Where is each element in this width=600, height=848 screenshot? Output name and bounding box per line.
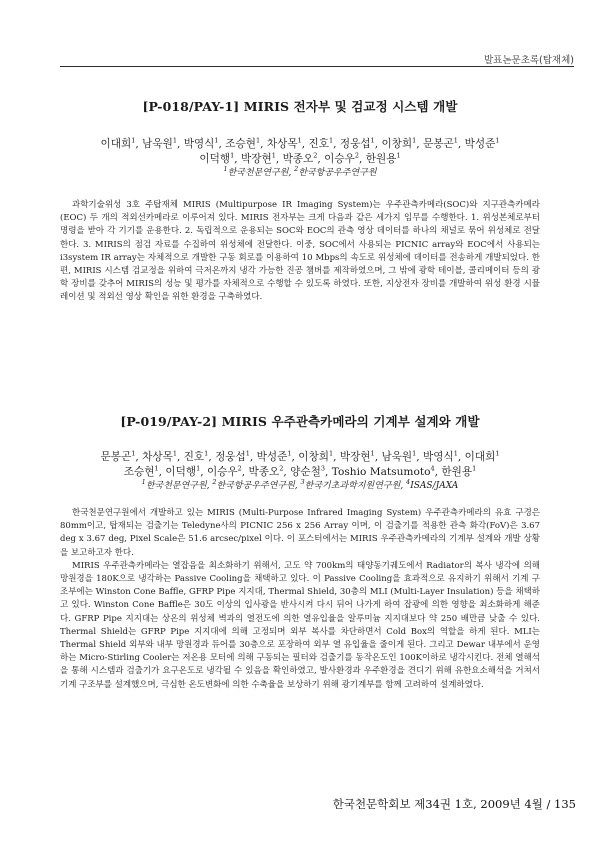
author-name: 문봉곤 [100, 451, 132, 463]
author-affiliation-marker: 1 [172, 449, 177, 458]
author-list [60, 450, 540, 493]
author-name: 이대희 [464, 451, 496, 463]
author-name: 박장현 [339, 451, 371, 463]
author-name: 진호 [183, 451, 205, 463]
abstract-title: [P-019/PAY-2] MIRIS 우주관측카메라의 기계부 설계와 개발 [120, 414, 480, 429]
author-affiliation-marker: 1 [214, 136, 219, 145]
abstract-body [60, 199, 540, 305]
author-affiliation-marker: 1 [297, 136, 302, 145]
author-name: Toshio Matsumoto [331, 466, 431, 478]
author-affiliation-marker: 1 [412, 449, 417, 458]
abstract-paragraph: MIRIS 우주관측카메라는 열잡음을 최소화하기 위해서, 고도 약 700km의 태양동기궤도에서 Radiator의 복사 냉각에 의해 망원경을 180K으로 냉각하는 Passive Cooling을 채택하고 있다. 이 Passive Cooling을 효과적으로 유지하기 위해서 기계 구조부에는 Winston Cone Baffle, GFRP Pipe 지지대, Thermal Shield, 30층의 MLI (Multi-Layer Insulation) 등을 채택하고 있다. Winston Cone Baffle은 30도 이상의 입사광을 반사시켜 다시 뒤어 나가게 하여 잡광에 의한 영향을 최소화하게 해준다. GFRP Pipe 지지대는 상온의 위성체 벽과의 열전도에 의한 열유입율을 알루미늄 지지대보다 약 250 배만큼 낮출 수 있다. Thermal Shield는 GFRP Pipe 지지대에 의해 고정되며 외부 복사를 차단하면서 Cold Box의 역할을 하게 된다. MLI는 Thermal Shield 외부와 내부 망원경과 듀어를 30층으로 포장하여 외부 열 유입율을 줄이게 된다. 그리고 Dewar 내부에서 운영하는 Micro-Stirling Cooler는 저온용 모터에 의해 구동되는 필터와 검출기를 동작온도인 100K이하로 냉각시킨다. 전체 열해석을 통해 시스템과 검출기가 요구온도로 냉각될 수 있음을 확인하였고, 발사환경과 우주환경을 견디기 위해 유한요소해석을 거쳐서 기계 구조부를 설계했으며, 극심한 온도변화에 의한 수축율을 보상하기 위해 광기계부를 함께 고려하여 설계하였다. [60, 560, 540, 690]
author-name: 정웅섭 [215, 451, 246, 463]
author-affiliation-marker: 2 [354, 151, 360, 160]
author-affiliation-marker: 1 [370, 136, 375, 145]
page-footer: 한국천문학회보 제34권 1호, 2009년 4월 / 135 [332, 797, 576, 811]
author-affiliation-marker: 2 [279, 464, 284, 473]
affiliation-marker: 4 [406, 478, 411, 486]
author-affiliation-marker: 3 [320, 464, 325, 473]
affiliation-name: 한국항공우주연구원 [216, 481, 295, 491]
author-name: 정웅섭 [339, 138, 371, 150]
author-name: 한원용 [365, 153, 397, 165]
author-name: 진호 [308, 138, 329, 150]
author-affiliation-marker: 1 [196, 464, 201, 473]
author-affiliation-marker: 4 [430, 464, 435, 473]
author-affiliation-marker: 1 [230, 151, 235, 160]
abstract-body [60, 507, 540, 692]
author-affiliation-marker: 1 [245, 449, 250, 458]
author-affiliation-marker: 1 [328, 136, 334, 145]
affiliation-name: 한국천문연구원 [227, 168, 289, 178]
section-label: 발표논문초록(탑재체) [483, 55, 574, 66]
author-name: 이창희 [298, 451, 329, 463]
author-name: 박장현 [240, 153, 272, 165]
author-name: 남욱원 [142, 138, 173, 150]
author-affiliation-marker: 1 [370, 449, 375, 458]
author-affiliation-marker: 1 [172, 136, 177, 145]
author-affiliation-marker: 1 [396, 151, 401, 160]
author-affiliation-marker: 1 [271, 151, 276, 160]
author-name: 박영식 [183, 138, 215, 150]
author-affiliation-marker: 1 [204, 449, 209, 458]
author-name: 이승우 [324, 153, 355, 165]
author-name: 한원용 [441, 466, 473, 478]
author-affiliation-marker: 1 [287, 449, 292, 458]
abstract-title: [P-018/PAY-1] MIRIS 전자부 및 검교정 시스템 개발 [142, 99, 458, 114]
author-name: 박영식 [423, 451, 454, 463]
author-line: 이대희$^1$, 남욱원$^1$, 박영식$^1$, 조승현$^1$, 차상목$^1$, 진호$^1$, 정웅섭$^1$, 이창희$^1$, 문봉곤$^1$, 박성준$^1$ [100, 136, 500, 150]
author-name: 박종오 [282, 153, 314, 165]
abstract-p018 [60, 97, 540, 305]
author-affiliation-marker: 2 [237, 464, 242, 473]
affiliation-marker: 2 [212, 478, 217, 486]
author-affiliation-marker: 1 [154, 464, 159, 473]
abstract-p019 [60, 412, 540, 692]
author-name: 조승현 [123, 466, 155, 478]
affiliation-name: 한국항공우주연구원 [298, 168, 377, 178]
affiliation-marker: 1 [223, 165, 228, 173]
author-name: 박성준 [464, 138, 496, 150]
author-line: 조승현$^1$, 이덕행$^1$, 이승우$^2$, 박종오$^2$, 양순철$^3$, Toshio Matsumoto$^4$, 한원용$^1$ [123, 464, 477, 478]
author-affiliation-marker: 1 [256, 136, 261, 145]
author-name: 남욱원 [381, 451, 413, 463]
author-name: 양순철 [290, 466, 321, 478]
author-affiliation-marker: 1 [453, 136, 458, 145]
author-name: 차상목 [142, 451, 173, 463]
affiliation-line: $^1$한국천문연구원, $^2$한국항공우주연구원 [223, 165, 377, 178]
affiliation-marker: 1 [141, 478, 146, 486]
author-affiliation-marker: 1 [495, 449, 500, 458]
author-affiliation-marker: 1 [472, 464, 477, 473]
abstract-paragraph: 과학기술위성 3호 주탑재체 MIRIS (Multipurpose IR Imaging System)는 우주관측카메라(SOC)와 지구관측카메라 (EOC) 두 개의 적외선카메라로 이루어져 있다. MIRIS 전자부는 크게 다음과 같은 세가지 임무를 수행한다. 1. 위성본체로부터 명령을 받아 각 기기를 운용한다. 2. 독립적으로 운용되는 SOC와 EOC의 관측 영상 데이터를 하나의 채널로 묶어 위성체로 전달한다. 3. MIRIS의 점검 자료를 수집하여 위성체에 전달한다. 이중, SOC에서 사용되는 PICNIC array와 EOC에서 사용되는 i3system IR array는 자체적으로 개발한 구동 회로를 이용하여 10 Mbps의 속도로 위성체에 데이터를 전송하게 개발되었다. 한편, MIRIS 시스템 검교정을 위하여 극저온까지 냉각 가능한 진공 챔버를 제작하였으며, 그 밖에 광학 테이블, 콜리메이터 등의 광학 장비를 갖추어 MIRIS의 성능 및 평가를 자체적으로 수행할 수 있도록 하였다. 또한, 지상전자 장비를 개발하여 위성 환경 시뮬레이션 및 적외선 영상 확인을 위한 환경을 구축하였다. [60, 200, 540, 303]
author-name: 이대희 [100, 138, 132, 150]
author-affiliation-marker: 2 [313, 151, 318, 160]
author-name: 문봉곤 [423, 138, 454, 150]
author-name: 이덕행 [165, 466, 197, 478]
header-rule [60, 66, 574, 67]
author-affiliation-marker: 1 [328, 449, 334, 458]
affiliation-name: ISAS/JAXA [410, 481, 459, 491]
author-line: 이덕행$^1$, 박장현$^1$, 박종오$^2$, 이승우$^2$, 한원용$^1$ [199, 151, 401, 165]
author-name: 조승현 [225, 138, 256, 150]
affiliation-marker: 2 [294, 165, 299, 173]
author-affiliation-marker: 1 [453, 449, 458, 458]
author-affiliation-marker: 1 [131, 136, 136, 145]
author-name: 이창희 [381, 138, 413, 150]
author-line: 문봉곤$^1$, 차상목$^1$, 진호$^1$, 정웅섭$^1$, 박성준$^1$, 이창희$^1$, 박장현$^1$, 남욱원$^1$, 박영식$^1$, 이대희$^1$ [100, 449, 500, 463]
author-affiliation-marker: 1 [131, 449, 136, 458]
author-name: 이승우 [206, 466, 238, 478]
author-affiliation-marker: 1 [412, 136, 417, 145]
author-name: 박성준 [256, 451, 288, 463]
affiliation-name: 한국기초과학지원연구원 [304, 481, 401, 491]
affiliation-line: $^1$한국천문연구원, $^2$한국항공우주연구원, $^3$한국기초과학지원연구원, $^4$ISAS/JAXA [141, 478, 459, 491]
author-affiliation-marker: 1 [495, 136, 500, 145]
affiliation-name: 한국천문연구원 [145, 481, 207, 491]
author-name: 박종오 [248, 466, 280, 478]
author-list [60, 137, 540, 180]
author-name: 이덕행 [199, 153, 231, 165]
affiliation-marker: 3 [300, 478, 305, 486]
abstract-paragraph: 한국천문연구원에서 개발하고 있는 MIRIS (Multi-Purpose Infrared Imaging System) 우주관측카메라의 유효 구경은 80mm이고, 탑재되는 검출기는 Teledyne사의 PICNIC 256 x 256 Array 이며, 이 검출기를 적용한 관측 화각(FoV)은 3.67 deg x 3.67 deg, Pixel Scale은 51.6 arcsec/pixel 이다. 이 포스터에서는 MIRIS 우주관측카메라의 기계부 설계와 개발 상황을 보고하고자 한다. [60, 508, 540, 558]
author-name: 차상목 [266, 138, 298, 150]
